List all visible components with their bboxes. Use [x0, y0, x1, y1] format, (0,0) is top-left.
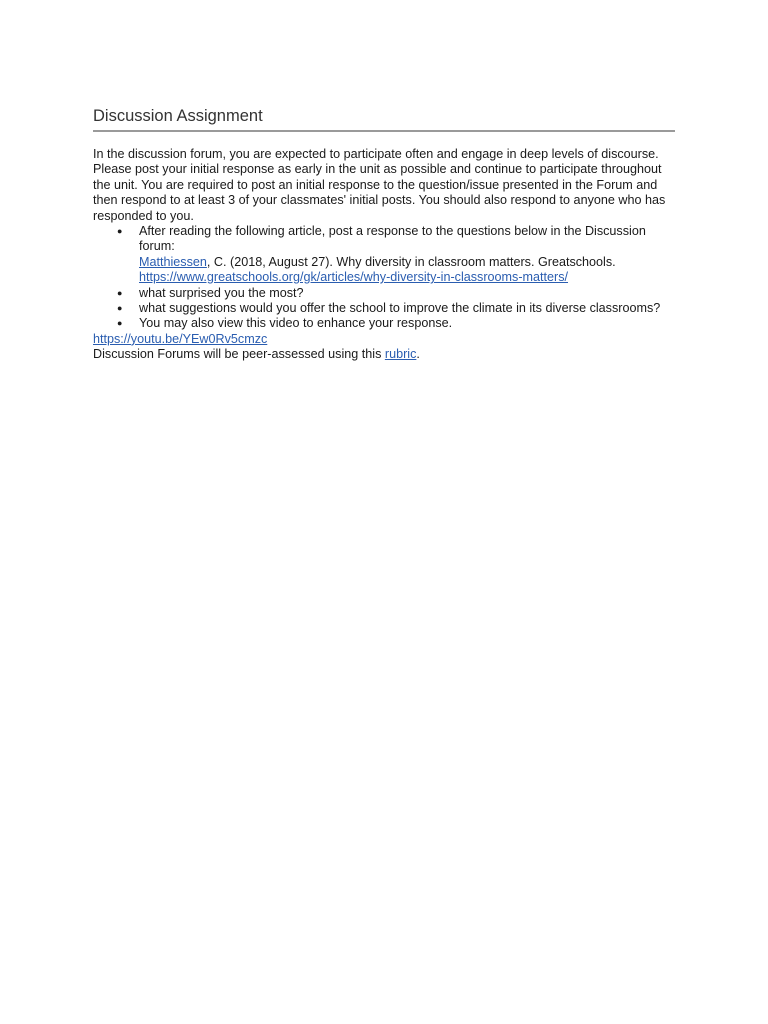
bullet-icon: ●	[117, 287, 123, 298]
footer-period: .	[416, 347, 420, 362]
video-link-line	[93, 332, 675, 347]
rubric-link[interactable]: rubric	[384, 347, 417, 362]
question-surprised: what surprised you the most?	[139, 285, 304, 300]
list-item-question-2	[117, 301, 675, 316]
list-item-article	[117, 224, 675, 286]
video-link[interactable]: https://youtu.be/YEw0Rv5cmzc	[93, 331, 268, 346]
footer-line	[93, 347, 675, 362]
citation-text: , C. (2018, August 27). Why diversity in classroom matters. Greatschools.	[206, 254, 616, 269]
bullet-icon: ●	[117, 318, 123, 329]
list-item-video	[117, 316, 675, 331]
article-instruction: After reading the following article, post a response to the questions below in the Discussion forum:	[139, 224, 646, 254]
footer-text: Discussion Forums will be peer-assessed using this	[93, 347, 385, 362]
video-instruction: You may also view this video to enhance your response.	[139, 316, 453, 331]
title-divider	[93, 130, 675, 132]
list-item-question-1	[117, 285, 675, 301]
instruction-list	[93, 224, 675, 332]
article-link[interactable]: https://www.greatschools.org/gk/articles/why-diversity-in-classrooms-matters/	[139, 270, 569, 285]
question-suggestions: what suggestions would you offer the school to improve the climate in its diverse classrooms?	[139, 301, 661, 316]
document-content	[93, 106, 675, 363]
page-title: Discussion Assignment	[93, 107, 263, 125]
bullet-icon: ●	[117, 303, 123, 314]
bullet-icon: ●	[117, 226, 123, 237]
author-link[interactable]: Matthiessen	[139, 254, 207, 269]
intro-paragraph: In the discussion forum, you are expected to participate often and engage in deep levels of discourse. Please post your initial response as early in the unit as possible and continue to participate throughout the unit. You are required to post an initial response to the question/issue presented in the Forum and then respond to at least 3 of your classmates' initial posts. You should also respond to anyone who has responded to you.	[93, 147, 666, 223]
